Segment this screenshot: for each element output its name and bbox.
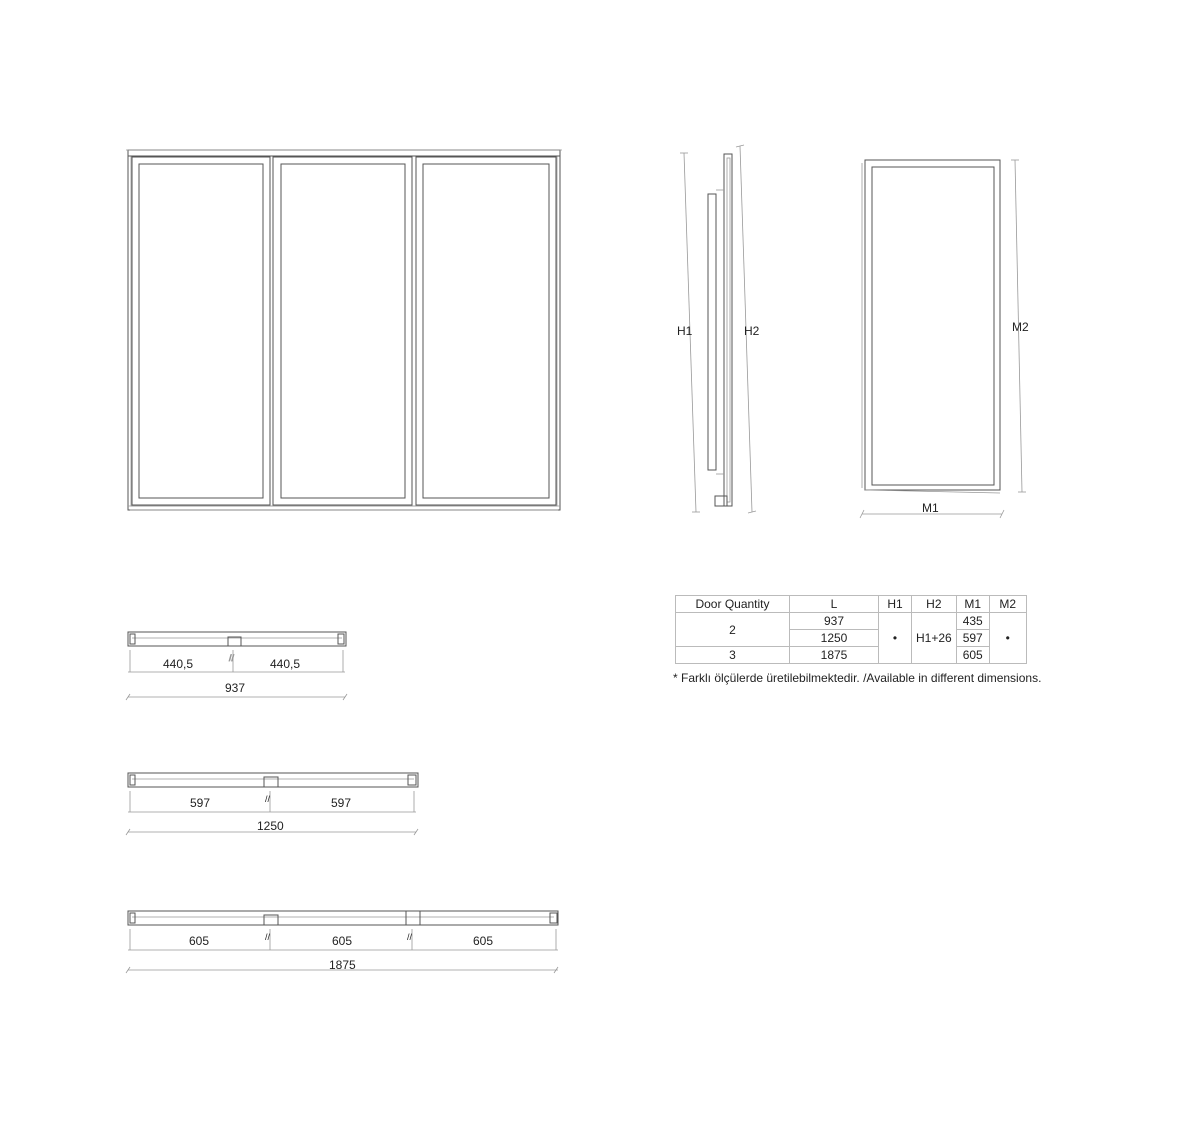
m1-label: M1 [922, 501, 939, 515]
front-panel-3 [416, 157, 556, 505]
single-panel-elevation [860, 160, 1026, 518]
plan-1875-segment-3: 605 [473, 934, 494, 948]
table-header-row [676, 596, 1027, 613]
header-m2: M2 [989, 596, 1026, 613]
l-cell: 1250 [790, 630, 879, 647]
svg-text://: // [407, 932, 413, 942]
header-door-quantity: Door Quantity [676, 596, 790, 613]
plan-1875-segment-1: 605 [189, 934, 210, 948]
front-panel-2 [273, 157, 412, 505]
front-panel-1 [132, 157, 270, 505]
plan-1875-total: 1875 [329, 958, 356, 972]
m1-cell: 435 [956, 613, 989, 630]
l-cell: 937 [790, 613, 879, 630]
header-h2: H2 [912, 596, 957, 613]
plan-1250-segment-2: 597 [331, 796, 352, 810]
plan-1250-segment-1: 597 [190, 796, 211, 810]
m2-cell: • [989, 613, 1026, 664]
dimensions-note: * Farklı ölçülerde üretilebilmektedir. /Available in different dimensions. [673, 671, 1042, 685]
h1-label: H1 [677, 324, 693, 338]
plan-1250-total: 1250 [257, 819, 284, 833]
header-h1: H1 [879, 596, 912, 613]
plan-1250 [126, 773, 418, 835]
plan-937-segment-1: 440,5 [163, 657, 194, 671]
front-elevation [126, 150, 562, 510]
header-l: L [790, 596, 879, 613]
plan-937 [126, 632, 347, 700]
h2-cell: H1+26 [912, 613, 957, 664]
header-m1: M1 [956, 596, 989, 613]
spec-table [675, 595, 1027, 664]
svg-text://: // [265, 932, 271, 942]
plan-937-total: 937 [225, 681, 246, 695]
m1-cell: 597 [956, 630, 989, 647]
plan-1875-segment-2: 605 [332, 934, 353, 948]
l-cell: 1875 [790, 647, 879, 664]
h2-label: H2 [744, 324, 760, 338]
plan-937-segment-2: 440,5 [270, 657, 301, 671]
table-row [676, 647, 1027, 664]
svg-text://: // [229, 653, 235, 663]
table-row [676, 613, 1027, 630]
h1-cell: • [879, 613, 912, 664]
qty-3-cell: 3 [676, 647, 790, 664]
qty-2-cell: 2 [676, 613, 790, 647]
m1-cell: 605 [956, 647, 989, 664]
svg-text://: // [265, 794, 271, 804]
plan-1875 [126, 911, 558, 973]
m2-label: M2 [1012, 320, 1029, 334]
